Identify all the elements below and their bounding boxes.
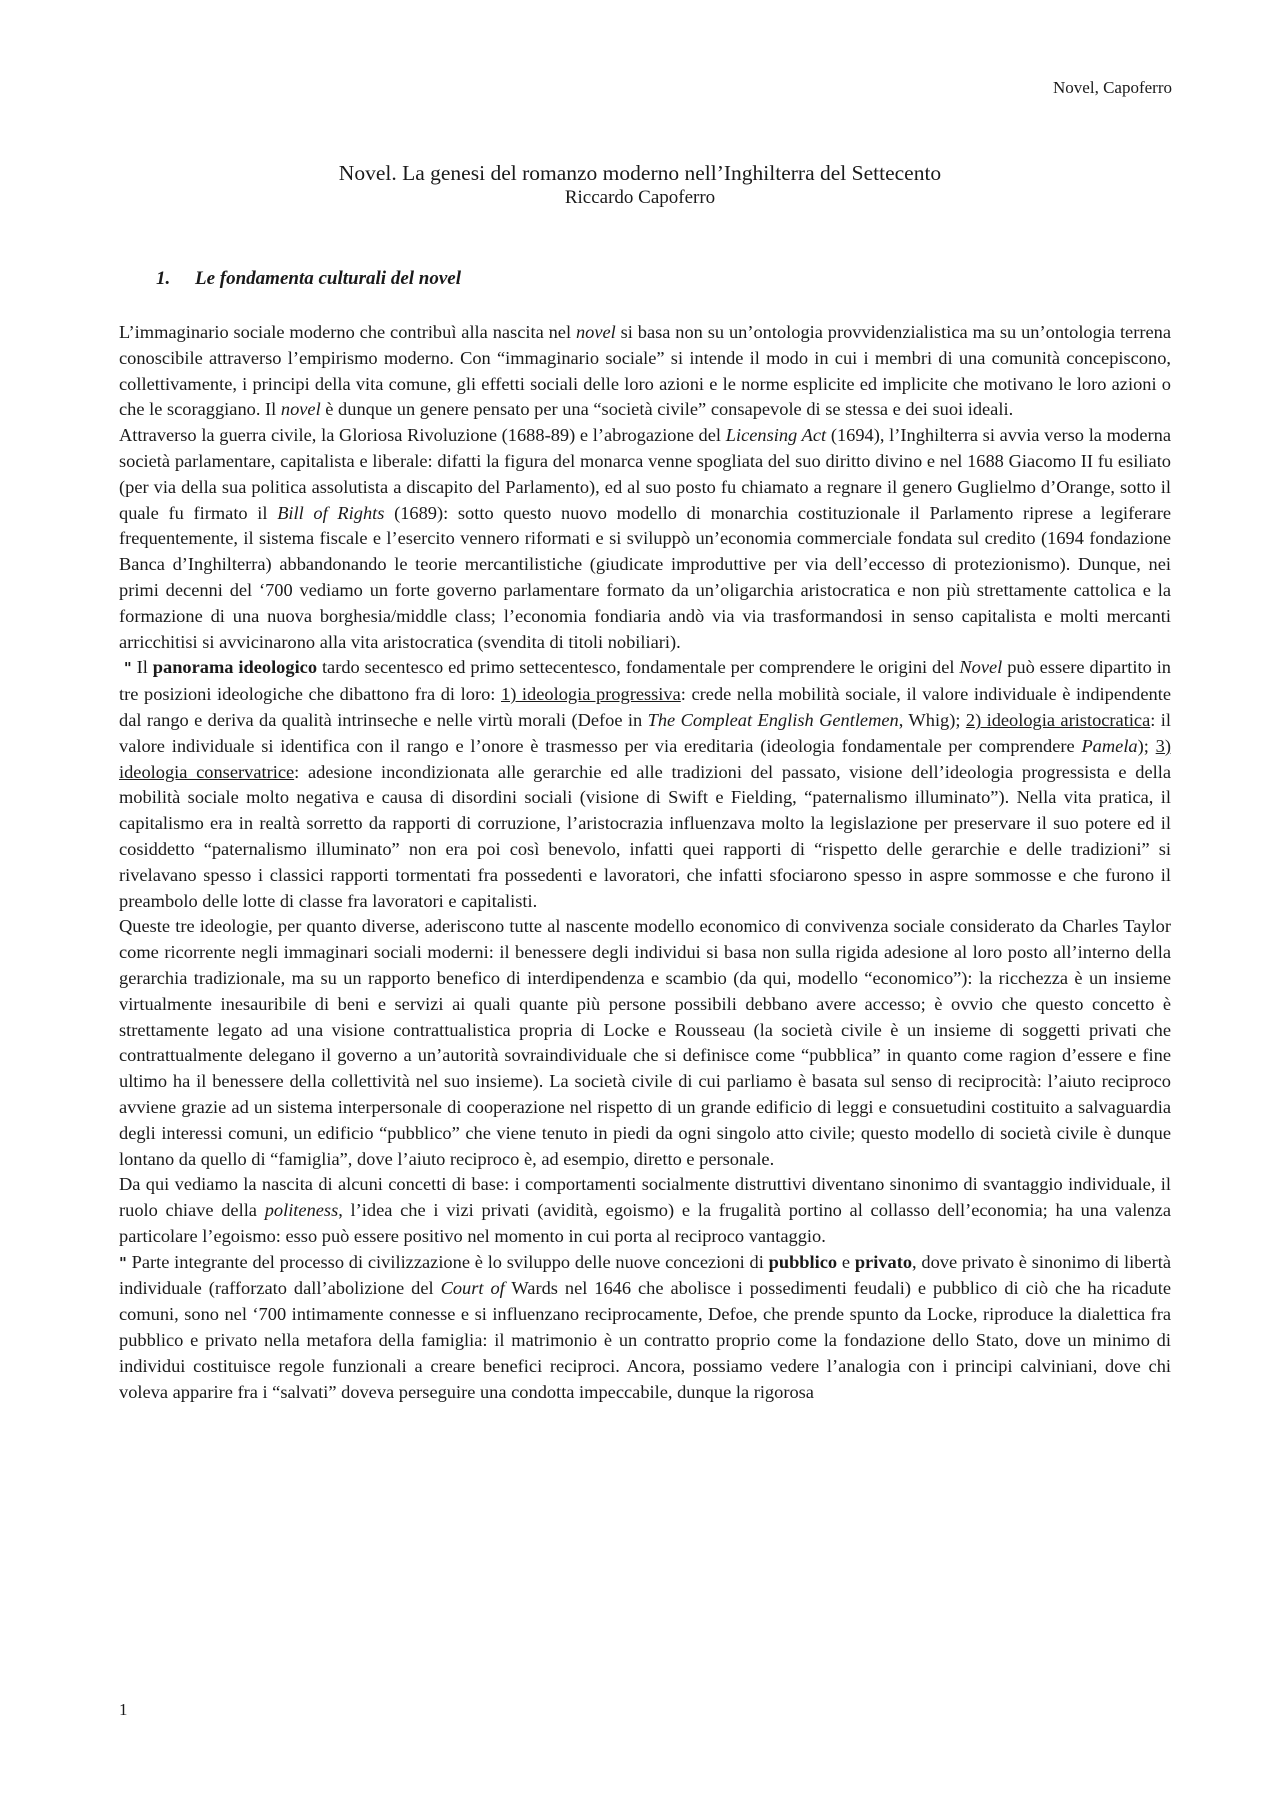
running-header: Novel, Capoferro	[1053, 78, 1172, 97]
bullet-mark: "	[123, 659, 132, 678]
paragraph-4: Queste tre ideologie, per quanto diverse, aderiscono tutte al nascente modello economico di convivenza sociale considerato da Charles Taylor come ricorrente negli immaginari sociali moderni: il benessere degli individui si basa non sulla rigida adesione al loro posto all’interno della gerarchia tradizionale, ma su un rapporto benefico di interdipendenza e scambio (da qui, modello “economico”): la ricchezza è un insieme virtualmente inesauribile di beni e servizi ai quali quante più persone possibili debbano avere accesso; è ovvio che questo concetto è strettamente legato ad una visione contrattualistica propria di Locke e Rousseau (la società civile è un insieme di soggetti privati che contrattualmente delegano il governo a un’autorità sovraindividuale che si definisce come “pubblica” in quanto come ragion d’essere e fine ultimo ha il benessere della collettività nel suo insieme). La società civile di cui parliamo è basata sul senso di reciprocità: l’aiuto reciproco avviene grazie ad un sistema interpersonale di cooperazione nel rispetto di un grande edificio di leggi e consuetudini costituito a salvaguardia degli interessi comuni, un edificio “pubblico” che viene tenuto in piedi da ogni singolo atto civile; questo modello di società civile è dunque lontano da quello di “famiglia”, dove l’aiuto reciproco è, ad esempio, diretto e personale.	[119, 916, 1171, 1169]
page-number: 1	[119, 1700, 128, 1719]
section-heading	[156, 267, 461, 291]
document-title: Novel. La genesi del romanzo moderno nell’Inghilterra del Settecento	[338, 161, 942, 185]
paragraph-6: " Parte integrante del processo di civilizzazione è lo sviluppo delle nuove concezioni di pubblico e privato, dove privato è sinonimo di libertà individuale (rafforzato dall’abolizione del Court of Wards nel 1646 che abolisce i possedimenti feudali) e pubblico di ciò che ha ricadute comuni, sono nel ‘700 intimamente connesse e si influenzano reciprocamente, Defoe, che prende spunto da Locke, riproduce la dialettica fra pubblico e privato nella metafora della famiglia: il matrimonio è un contratto proprio come la fondazione dello Stato, dove un minimo di individui costituisce regole funzionali a creare benefici reciproci. Ancora, possiamo vedere l’analogia con i principi calviniani, dove chi voleva apparire fra i “salvati” doveva perseguire una condotta impeccabile, dunque la rigorosa	[119, 1251, 1171, 1402]
section-number: 1.	[156, 268, 171, 289]
document-author: Riccardo Capoferro	[564, 187, 716, 208]
title-block	[0, 160, 1280, 210]
bullet-mark: "	[119, 1253, 127, 1272]
paragraph-3: " Il panorama ideologico tardo secentesco ed primo settecentesco, fondamentale per comprendere le origini del Novel può essere dipartito in tre posizioni ideologiche che dibattono fra di loro: 1) ideologia progressiva: crede nella mobilità sociale, il valore individuale è indipendente dal rango e deriva da qualità intrinseche e nelle virtù morali (Defoe in The Compleat English Gentlemen, Whig); 2) ideologia aristocratica: il valore individuale si identifica con il rango e l’onore è trasmesso per via ereditaria (ideologia fondamentale per comprendere Pamela); 3) ideologia conservatrice: adesione incondizionata alle gerarchie ed alle tradizioni del passato, visione dell’ideologia progressista e della mobilità sociale molto negativa e causa di disordini sociali (visione di Swift e Fielding, “paternalismo illuminato”). Nella vita pratica, il capitalismo era in realtà sorretto da rapporti di corruzione, l’aristocrazia influenzava molto la legislazione per preservare il suo potere ed il cosiddetto “paternalismo illuminato” non era poi così benevolo, infatti quei rapporti di “rispetto delle gerarchie e delle tradizioni” si rivelavano spesso i classici rapporti tormentati fra possedenti e lavoratori, che infatti sfociarono spesso in aspre sommosse e che furono il preambolo delle lotte di classe fra lavoratori e capitalisti.	[119, 657, 1171, 911]
paragraph-1: L’immaginario sociale moderno che contribuì alla nascita nel novel si basa non su un’ontologia provvidenzialistica ma su un’ontologia terrena conoscibile attraverso l’empirismo moderno. Con “immaginario sociale” si intende il modo in cui i membri di una comunità concepiscono, collettivamente, i principi della vita comune, gli effetti sociali delle loro azioni e le norme esplicite ed implicite che motivano le loro azioni o che le scoraggiano. Il novel è dunque un genere pensato per una “società civile” consapevole di se stessa e dei suoi ideali.	[119, 322, 1171, 420]
paragraph-5: Da qui vediamo la nascita di alcuni concetti di base: i comportamenti socialmente distruttivi diventano sinonimo di svantaggio individuale, il ruolo chiave della politeness, l’idea che i vizi privati (avidità, egoismo) e la frugalità portino al collasso dell’economia; ha una valenza particolare l’egoismo: esso può essere positivo nel momento in cui porta al reciproco vantaggio.	[119, 1174, 1171, 1246]
paragraph-2: Attraverso la guerra civile, la Gloriosa Rivoluzione (1688-89) e l’abrogazione del Licensing Act (1694), l’Inghilterra si avvia verso la moderna società parlamentare, capitalista e liberale: difatti la figura del monarca venne spogliata del suo diritto divino e nel 1688 Giacomo II fu esiliato (per via della sua politica assolutista a discapito del Parlamento), ed al suo posto fu chiamato a regnare il genero Guglielmo d’Orange, sotto il quale fu firmato il Bill of Rights (1689): sotto questo nuovo modello di monarchia costituzionale il Parlamento riprese a legiferare frequentemente, il sistema fiscale e l’esercito vennero riformati e si sviluppò un’economia commerciale fondata sul credito (1694 fondazione Banca d’Inghilterra) abbandonando le teorie mercantilistiche (giudicate improduttive per via dell’eccesso di protezionismo). Dunque, nei primi decenni del ‘700 vediamo un forte governo parlamentare formato da un’oligarchia aristocratica e non più strettamente cattolica e la formazione di una nuova borghesia/middle class; l’economia fondiaria andò via via trasformandosi in senso capitalista e molti mercanti arricchitisi si avvicinarono alla vita aristocratica (svendita di titoli nobiliari).	[119, 425, 1172, 652]
section-title: Le fondamenta culturali del novel	[195, 268, 461, 289]
body-text	[119, 320, 1171, 1405]
